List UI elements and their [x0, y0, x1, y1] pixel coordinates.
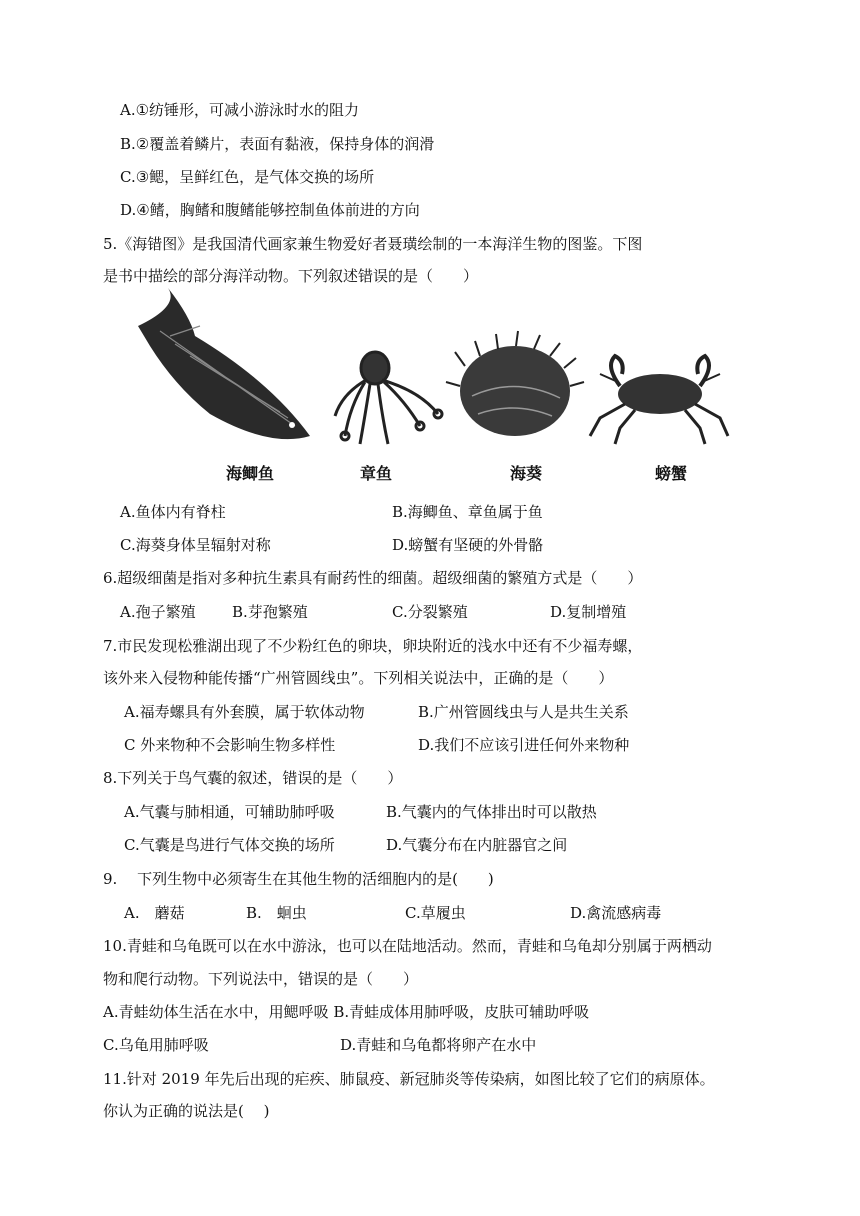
- q7-option-c: C 外来物种不会影响生物多样性: [124, 736, 336, 754]
- q5-option-d: D.螃蟹有坚硬的外骨骼: [392, 536, 544, 554]
- q10-stem-line1: 10.青蛙和乌龟既可以在水中游泳，也可以在陆地活动。然而，青蛙和乌龟却分别属于两栖动: [103, 937, 712, 955]
- q9-stem: 9. 下列生物中必须寄生在其他生物的活细胞内的是( ): [103, 870, 494, 888]
- q5-option-a: A.鱼体内有脊柱: [120, 503, 226, 521]
- q8-option-a: A.气囊与肺相通，可辅助肺呼吸: [124, 803, 335, 821]
- q10-option-d: D.青蛙和乌龟都将卵产在水中: [340, 1036, 537, 1054]
- caption-octopus: 章鱼: [360, 464, 393, 483]
- marine-animals-drawing: [120, 286, 740, 486]
- q4-option-a: A.①纺锤形，可减小游泳时水的阻力: [120, 101, 360, 119]
- q5-stem-line2: 是书中描绘的部分海洋动物。下列叙述错误的是（ ）: [103, 267, 479, 285]
- q4-option-d: D.④鳍，胸鳍和腹鳍能够控制鱼体前进的方向: [120, 201, 420, 219]
- q4-option-c: C.③鳃，呈鲜红色，是气体交换的场所: [120, 168, 375, 186]
- octopus-illustration: [335, 352, 442, 444]
- q8-option-d: D.气囊分布在内脏器官之间: [386, 836, 568, 854]
- q6-stem: 6.超级细菌是指对多种抗生素具有耐药性的细菌。超级细菌的繁殖方式是（ ）: [103, 569, 643, 587]
- q10-stem-line2: 物和爬行动物。下列说法中，错误的是（ ）: [103, 970, 419, 988]
- q7-option-a: A.福寿螺具有外套膜，属于软体动物: [124, 703, 365, 721]
- crab-illustration: [590, 356, 728, 444]
- q10-option-c: C.乌龟用肺呼吸: [103, 1036, 209, 1054]
- q9-option-c: C.草履虫: [405, 904, 466, 922]
- q11-stem-line1: 11.针对 2019 年先后出现的疟疾、肺鼠疫、新冠肺炎等传染病，如图比较了它们的病原体。: [103, 1070, 715, 1088]
- q5-option-b: B.海鲫鱼、章鱼属于鱼: [392, 503, 543, 521]
- q9-option-a: A. 蘑菇: [124, 904, 185, 922]
- caption-crab: 螃蟹: [655, 464, 688, 483]
- q5-option-c: C.海葵身体呈辐射对称: [120, 536, 271, 554]
- q4-option-b: B.②覆盖着鳞片，表面有黏液，保持身体的润滑: [120, 135, 435, 153]
- q6-option-a: A.孢子繁殖: [120, 603, 196, 621]
- q5-stem-line1: 5.《海错图》是我国清代画家兼生物爱好者聂璜绘制的一本海洋生物的图鉴。下图: [103, 235, 643, 253]
- q9-option-d: D.禽流感病毒: [570, 904, 662, 922]
- sea-anemone-illustration: [446, 331, 584, 436]
- q9-option-b: B. 蛔虫: [246, 904, 307, 922]
- q8-option-c: C.气囊是鸟进行气体交换的场所: [124, 836, 335, 854]
- q11-stem-line2: 你认为正确的说法是( ): [103, 1102, 270, 1120]
- q8-stem: 8.下列关于鸟气囊的叙述，错误的是（ ）: [103, 769, 403, 787]
- q10-option-ab: A.青蛙幼体生活在水中，用鳃呼吸 B.青蛙成体用肺呼吸，皮肤可辅助呼吸: [103, 1003, 590, 1021]
- q7-stem-line2: 该外来入侵物种能传播“广州管圆线虫”。下列相关说法中，正确的是（ ）: [103, 669, 614, 687]
- caption-fish: 海鲫鱼: [226, 464, 275, 483]
- q6-option-c: C.分裂繁殖: [392, 603, 468, 621]
- q7-stem-line1: 7.市民发现松雅湖出现了不少粉红色的卵块，卵块附近的浅水中还有不少福寿螺，: [103, 637, 643, 655]
- q8-option-b: B.气囊内的气体排出时可以散热: [386, 803, 597, 821]
- q7-option-b: B.广州管圆线虫与人是共生关系: [418, 703, 629, 721]
- fish-illustration: [138, 288, 310, 439]
- q6-option-d: D.复制增殖: [550, 603, 627, 621]
- caption-sea-anemone: 海葵: [510, 464, 543, 483]
- q7-option-d: D.我们不应该引进任何外来物种: [418, 736, 630, 754]
- q6-option-b: B.芽孢繁殖: [232, 603, 308, 621]
- marine-animals-figure: [120, 286, 740, 486]
